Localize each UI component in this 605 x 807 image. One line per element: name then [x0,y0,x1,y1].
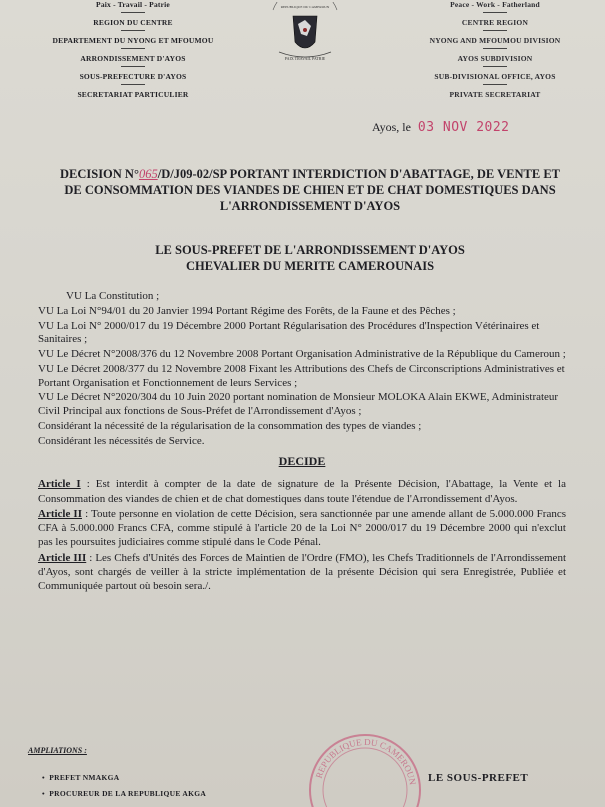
article-text: : Toute personne en violation de cette Décision, sera sanctionnée par une amende allant de 5.000.000 Francs CFA à 5.000.000 Francs CFA, comme stipulé à l'article 20 de la Loi N° 2000/017 du 19 Décembre 2000 qui n'exclut pas les poursuites judiciaires comme stipulé dans le Code Pénal. [38,507,566,549]
header-right-motto: Peace - Work - Fatherland [450,0,540,9]
header-left-motto: Paix - Travail - Patrie [96,0,170,9]
title-rest: /D/J09-02/SP PORTANT INTERDICTION D'ABATTAGE, DE VENTE ET DE CONSOMMATION DES VIANDES DE CHIEN ET DE CHAT DOMESTIQUES DANS L'ARRONDISSEMENT D'AYOS [64,167,561,213]
header-right-office: SUB-DIVISIONAL OFFICE, AYOS [434,72,556,81]
visa-item: VU La Constitution ; [66,290,160,302]
article-label: Article III [38,551,87,564]
header-right-region: CENTRE REGION [461,18,529,27]
considerant-item: Considérant la nécessité de la régularisation de la consommation des types de viandes ; [38,419,422,432]
header-left-arrondissement: ARRONDISSEMENT D'AYOS [80,54,186,63]
signature-title: LE SOUS-PREFET [428,772,529,784]
visa-item: VU Le Décret N°2008/376 du 12 Novembre 2008 Portant Organisation Administrative de la République du Cameroun ; [38,348,566,360]
title-prefix: DECISION N° [59,167,139,181]
svg-text:PAIX TRAVAIL PATRIE: PAIX TRAVAIL PATRIE [284,56,326,61]
official-seal-icon [305,730,425,807]
considerant-item: Considérant les nécessités de Service. [38,434,205,447]
ampliation-item: • PREFET NMAKGA [42,773,120,782]
document-body [38,290,566,595]
visa-item: VU La Loi N°94/01 du 20 Janvier 1994 Portant Régime des Forêts, de la Faune et des Pêches ; [38,304,456,317]
ampliations-label: AMPLIATIONS : [28,746,87,755]
article-label: Article II [38,507,82,520]
visa-item: VU La Loi N° 2000/017 du 19 Décembre 2000 Portant Régularisation des Procédures d'Inspection Vétérinaires et Sanitaires ; [38,319,540,346]
header-left-department: DEPARTEMENT DU NYONG ET MFOUMOU [52,36,214,45]
header-left-prefecture: SOUS-PREFECTURE D'AYOS [79,72,187,81]
date-prefix: Ayos, le [372,120,411,134]
visa-item: VU Le Décret 2008/377 du 12 Novembre 2008 Fixant les Attributions des Chefs de Circonscriptions Administratives et Portant Organisation et Fonctionnement de leurs Services ; [38,362,565,389]
article-3 [38,551,566,594]
article-text: : Est interdit à compter de la date de signature de la Présente Décision, l'Abattage, la Vente et la Consommation des viandes de chien et de chat domestiques dans toute l'étendue de l'Arrondissement d'Ayos. [38,478,566,505]
document-date [372,120,510,135]
header-right-subdivision: AYOS SUBDIVISION [457,54,533,63]
svg-text:REPUBLIQUE DU CAMEROUN: REPUBLIQUE DU CAMEROUN [313,736,418,786]
issuer-title [100,242,520,275]
svg-text:REPUBLIQUE DU CAMEROUN: REPUBLIQUE DU CAMEROUN [280,5,330,9]
cameroon-emblem-icon [265,2,345,66]
header-right-secretariat: PRIVATE SECRETARIAT [449,90,541,99]
issuer-line-1: LE SOUS-PREFET DE L'ARRONDISSEMENT D'AYOS [155,243,465,257]
ampliation-item: • PROCUREUR DE LA REPUBLIQUE AKGA [42,789,207,798]
header-left [28,0,238,99]
decide-heading: DECIDE [278,454,326,469]
date-stamp: 03 NOV 2022 [417,120,510,135]
header-right [395,0,595,99]
decision-number: 065 [138,167,158,181]
header-left-region: REGION DU CENTRE [93,18,173,27]
issuer-line-2: CHEVALIER DU MERITE CAMEROUNAIS [185,259,435,274]
header-left-secretariat: SECRETARIAT PARTICULIER [77,90,189,99]
visa-item: VU Le Décret N°2020/304 du 10 Juin 2020 portant nomination de Monsieur MOLOKA Alain EKWE, Administrateur Civil Principal aux fonctions de Sous-Préfet de l'Arrondissement d'Ayos ; [38,391,559,417]
article-text: : Les Chefs d'Unités des Forces de Maintien de l'Ordre (FMO), les Chefs Traditionnels de l'Arrondissement d'Ayos, sont chargés de veiller à la stricte implémentation de la présente Décision qui sera Enregistrée, Publiée et Communiquée partout où besoin sera./. [38,551,566,593]
article-label: Article I [38,478,81,491]
decision-title [50,166,570,214]
article-2 [38,507,566,550]
header-right-division: NYONG AND MFOUMOU DIVISION [429,36,561,45]
article-1 [38,477,566,506]
